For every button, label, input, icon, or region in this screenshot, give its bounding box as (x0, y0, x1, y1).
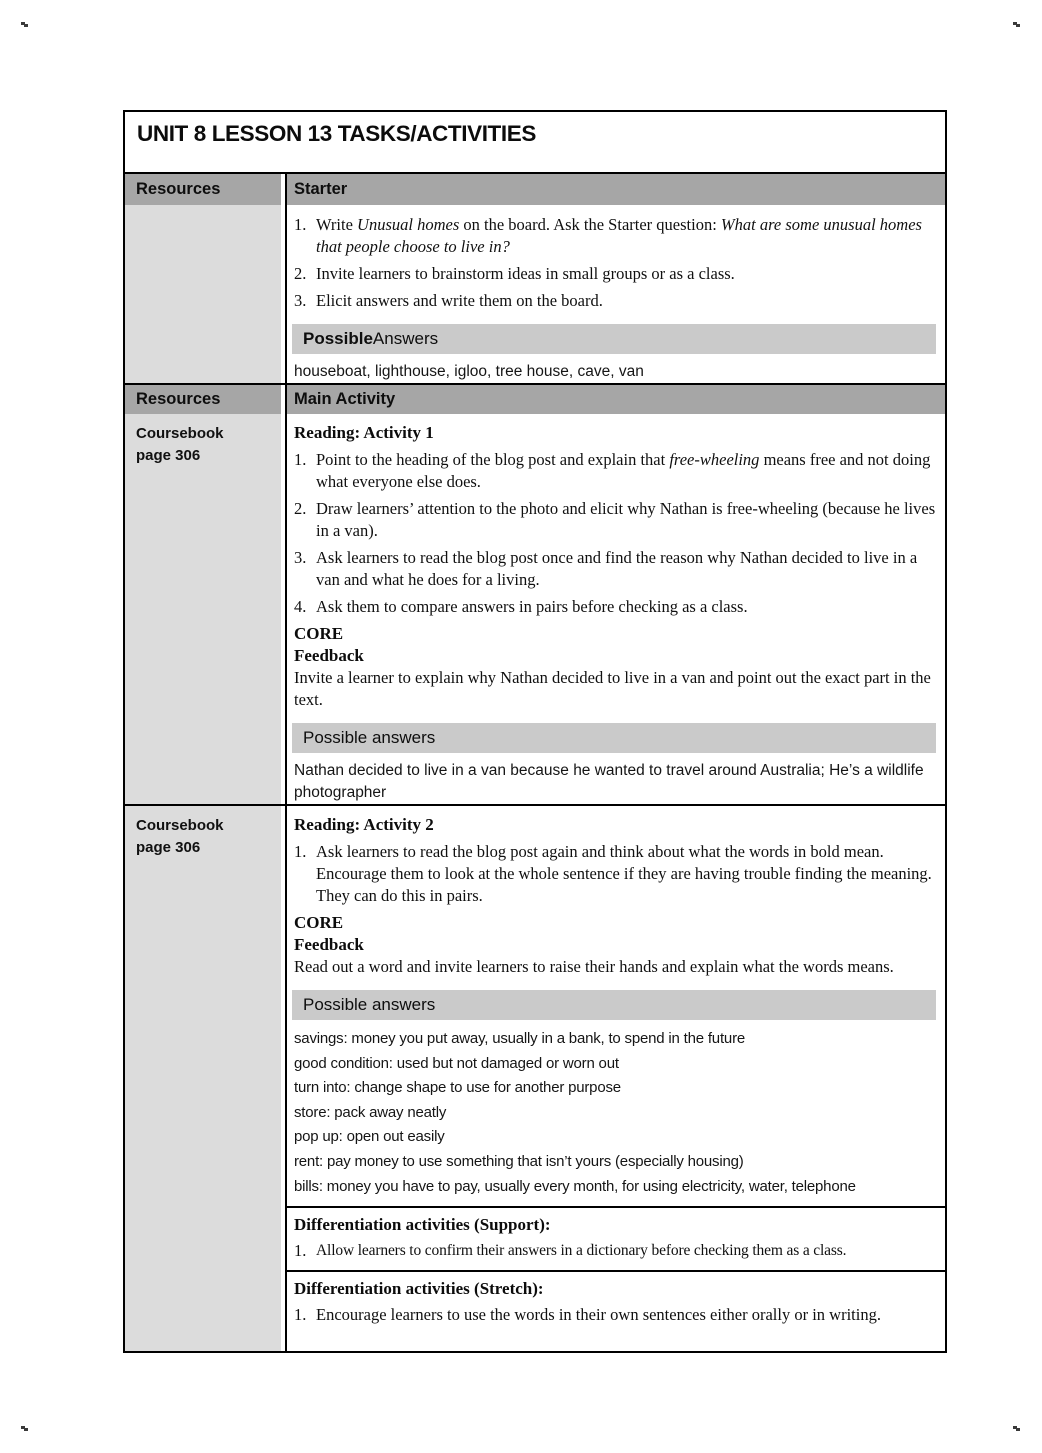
activity1-row (125, 414, 945, 804)
possible-answers-text: houseboat, lighthouse, igloo, tree house, cave, van (294, 363, 644, 380)
step-number: 2. (294, 264, 307, 283)
step-text: Encourage learners to use the words in their own sentences either orally or in writing. (316, 1305, 881, 1325)
starter-resources-cell (125, 205, 281, 383)
possible-answers-band: Possible answers (292, 723, 936, 753)
differentiation-stretch-steps (287, 1304, 945, 1326)
step-text: Ask learners to read the blog post again and think about what the words in bold mean. Encourage them to look at the whole sentence if they are having trouble finding the meaning. They can do this in pairs. (316, 842, 932, 905)
page-title: UNIT 8 LESSON 13 TASKS/ACTIVITIES (137, 121, 536, 146)
activity1-resource-cell (125, 414, 281, 804)
step-text: Write Unusual homes on the board. Ask the Starter question: What are some unusual homes that people choose to live in? (316, 215, 922, 256)
feedback-text: Invite a learner to explain why Nathan decided to live in a van and point out the exact part in the text. (294, 668, 931, 709)
vocabulary-answer: savings: money you put away, usually in a bank, to spend in the future (294, 1030, 746, 1047)
feedback-label: Feedback (294, 935, 364, 954)
resources-header-cell: Resources (125, 385, 281, 414)
step-text: Ask learners to read the blog post once and find the reason why Nathan decided to live in a van and what he does for a living. (316, 548, 918, 589)
activity1-content-cell (285, 414, 945, 804)
main-activity-header-cell: Main Activity (285, 385, 945, 414)
starter-steps (287, 205, 945, 312)
differentiation-step (294, 1240, 936, 1262)
activity-step (294, 449, 936, 493)
differentiation-stretch-heading: Differentiation activities (Stretch): (294, 1279, 544, 1299)
vocabulary-answer: pop up: open out easily (294, 1128, 445, 1146)
activity-step (294, 498, 936, 542)
step-number: 3. (294, 548, 307, 567)
starter-content-cell (285, 205, 945, 383)
activity-step (294, 596, 936, 618)
step-text: Point to the heading of the blog post and explain that free-wheeling means free and not doing what everyone else does. (316, 450, 931, 491)
step-number: 1. (294, 1305, 307, 1325)
step-number: 1. (294, 215, 307, 234)
vocabulary-answer: good condition: used but not damaged or worn out (294, 1054, 619, 1072)
resource-line: Coursebook (136, 817, 224, 834)
starter-header-row (125, 174, 945, 205)
feedback-label: Feedback (294, 646, 364, 665)
activity2-resource-cell (125, 806, 281, 1351)
vocabulary-answer: rent: pay money to use something that isn’t yours (especially housing) (294, 1152, 744, 1170)
step-number: 2. (294, 499, 307, 518)
vocabulary-answer: bills: money you have to pay, usually every month, for using electricity, water, telephone (294, 1177, 856, 1195)
differentiation-stretch-section (287, 1270, 945, 1334)
vocabulary-answer: turn into: change shape to use for another purpose (294, 1079, 621, 1097)
crop-mark-top-right (1013, 22, 1017, 25)
differentiation-step (294, 1304, 936, 1326)
crop-mark-bottom-left (21, 1426, 25, 1429)
possible-answers-band: Possible Answers (292, 324, 936, 354)
activity2-heading: Reading: Activity 2 (294, 815, 434, 834)
resources-header-cell: Resources (125, 174, 281, 205)
step-text: Ask them to compare answers in pairs before checking as a class. (316, 597, 748, 616)
step-text: Allow learners to confirm their answers in a dictionary before checking them as a class. (316, 1242, 847, 1260)
vocabulary-answer: store: pack away neatly (294, 1103, 447, 1121)
step-text: Invite learners to brainstorm ideas in small groups or as a class. (316, 264, 735, 283)
lesson-plan-table (123, 110, 947, 1353)
core-label: CORE (294, 624, 344, 643)
core-label: CORE (294, 913, 344, 932)
starter-step (294, 290, 936, 312)
activity-step (294, 841, 936, 907)
step-number: 1. (294, 450, 307, 469)
step-number: 4. (294, 597, 307, 616)
step-number: 1. (294, 842, 307, 861)
starter-step (294, 214, 936, 258)
table-title-row (125, 112, 945, 174)
crop-mark-bottom-right (1013, 1426, 1017, 1429)
step-number: 1. (294, 1241, 307, 1261)
feedback-text: Read out a word and invite learners to raise their hands and explain what the words means. (294, 957, 894, 976)
activity1-steps (287, 449, 945, 618)
possible-answers-text: Nathan decided to live in a van because he wanted to travel around Australia; He’s a wildlife photographer (294, 762, 924, 801)
crop-mark-top-left (21, 22, 25, 25)
activity2-row (125, 804, 945, 1351)
possible-answers-band: Possible answers (292, 990, 936, 1020)
activity2-content-cell (285, 806, 945, 1351)
starter-body-row (125, 205, 945, 383)
starter-step (294, 263, 936, 285)
differentiation-support-heading: Differentiation activities (Support): (294, 1215, 551, 1235)
step-text: Elicit answers and write them on the board. (316, 291, 603, 310)
vocabulary-answers-list (287, 1027, 945, 1199)
resource-line: page 306 (136, 839, 201, 856)
resource-line: Coursebook (136, 425, 224, 442)
activity1-heading: Reading: Activity 1 (294, 423, 434, 442)
step-text: Draw learners’ attention to the photo and elicit why Nathan is free-wheeling (because he lives in a van). (316, 499, 936, 540)
starter-header-cell: Starter (285, 174, 945, 205)
activity-step (294, 547, 936, 591)
step-number: 3. (294, 291, 307, 310)
activity2-steps (287, 841, 945, 907)
main-activity-header-row (125, 383, 945, 414)
differentiation-support-section (287, 1206, 945, 1270)
differentiation-support-steps (287, 1240, 945, 1262)
resource-line: page 306 (136, 447, 201, 464)
